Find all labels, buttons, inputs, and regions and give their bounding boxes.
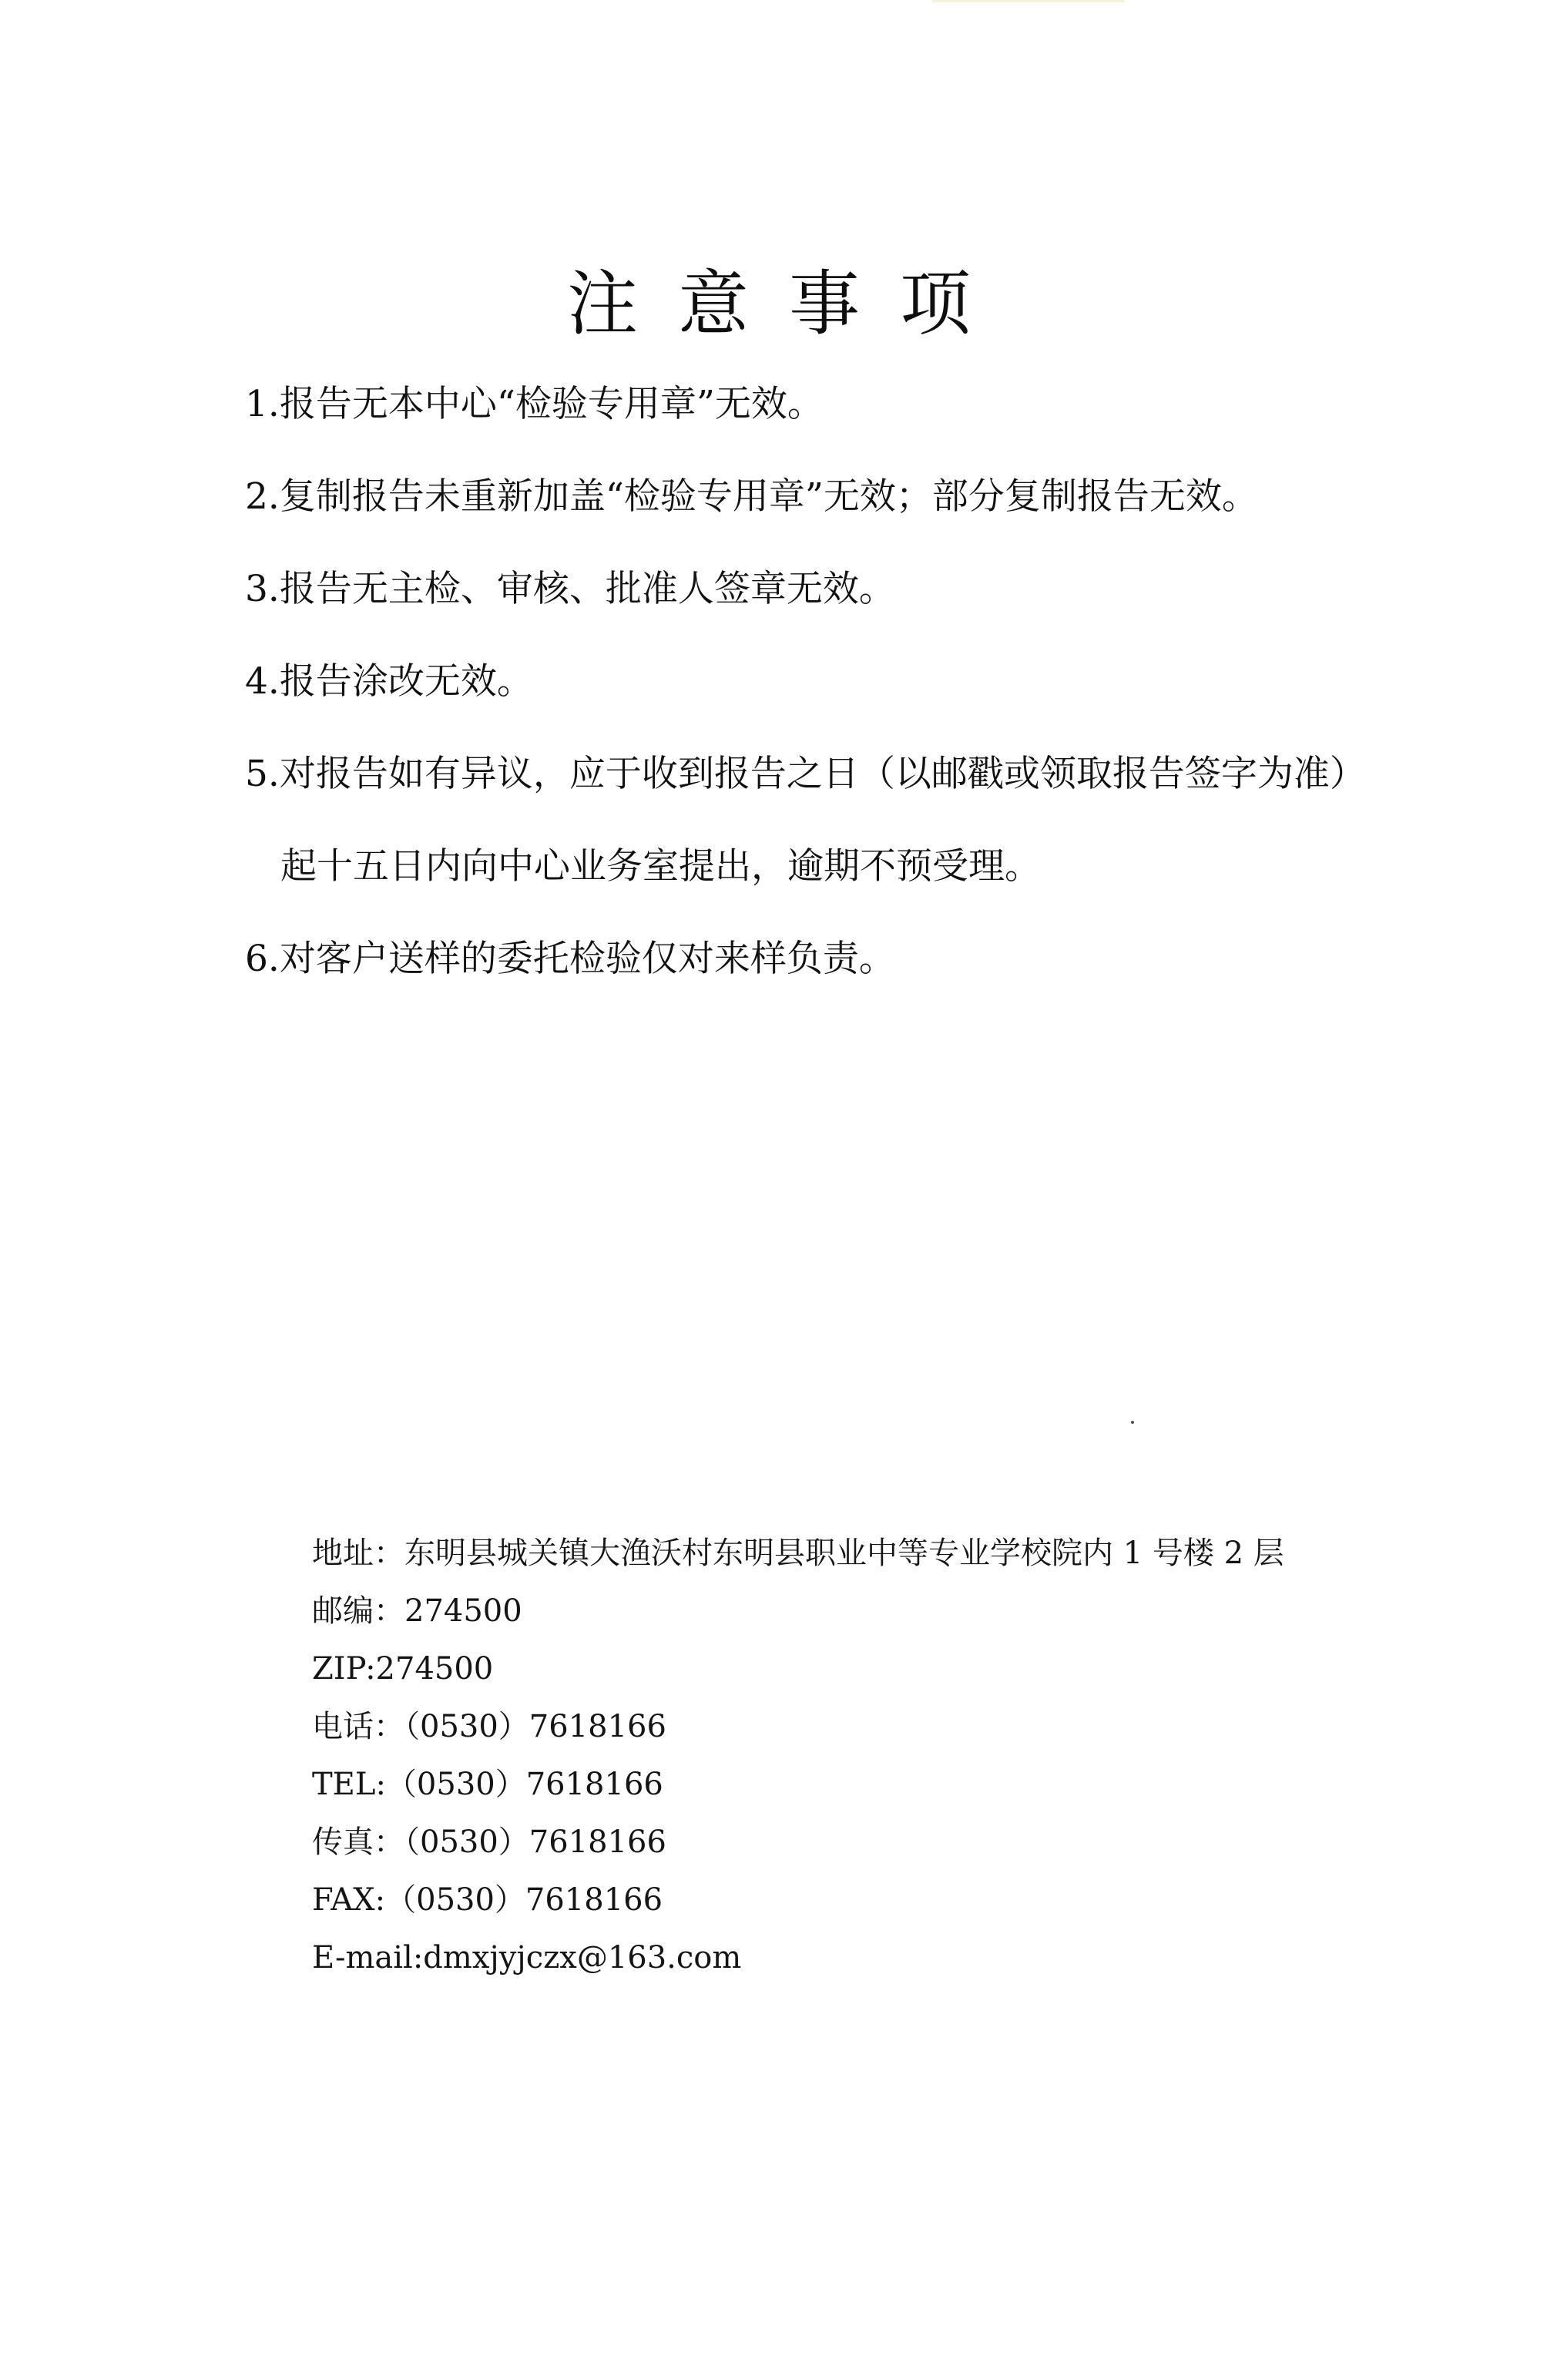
notice-item-3: 3.报告无主检、审核、批准人签章无效。 (245, 568, 895, 610)
contact-fax-en: FAX:（0530）7618166 (312, 1882, 663, 1918)
contact-fax-cn: 传真：（0530）7618166 (312, 1824, 666, 1860)
stray-mark (1131, 1421, 1134, 1424)
contact-phone-en: TEL:（0530）7618166 (312, 1767, 663, 1802)
notice-item-1: 1.报告无本中心“检验专用章”无效。 (245, 383, 824, 425)
notice-item-6: 6.对客户送样的委托检验仅对来样负责。 (245, 938, 895, 980)
notice-list (245, 378, 1493, 1025)
scan-edge-mark (932, 0, 1125, 2)
notice-item-2: 2.复制报告未重新加盖“检验专用章”无效；部分复制报告无效。 (245, 475, 1258, 518)
contact-phone-cn: 电话：（0530）7618166 (312, 1709, 666, 1744)
contact-address: 地址：东明县城关镇大渔沃村东明县职业中等专业学校院内 1 号楼 2 层 (312, 1536, 1284, 1571)
contact-zip: ZIP:274500 (312, 1651, 494, 1687)
page-title: 注意事项 (566, 262, 1011, 345)
contact-email: E-mail:dmxjyjczx@163.com (312, 1940, 742, 1976)
contact-block (312, 1533, 1468, 1996)
notice-item-5-continued: 起十五日内向中心业务室提出，逾期不预受理。 (280, 845, 1041, 888)
notice-item-5: 5.对报告如有异议，应于收到报告之日（以邮戳或领取报告签字为准） (245, 753, 1366, 795)
notice-item-4: 4.报告涂改无效。 (245, 660, 533, 703)
contact-postcode: 邮编：274500 (312, 1593, 522, 1629)
